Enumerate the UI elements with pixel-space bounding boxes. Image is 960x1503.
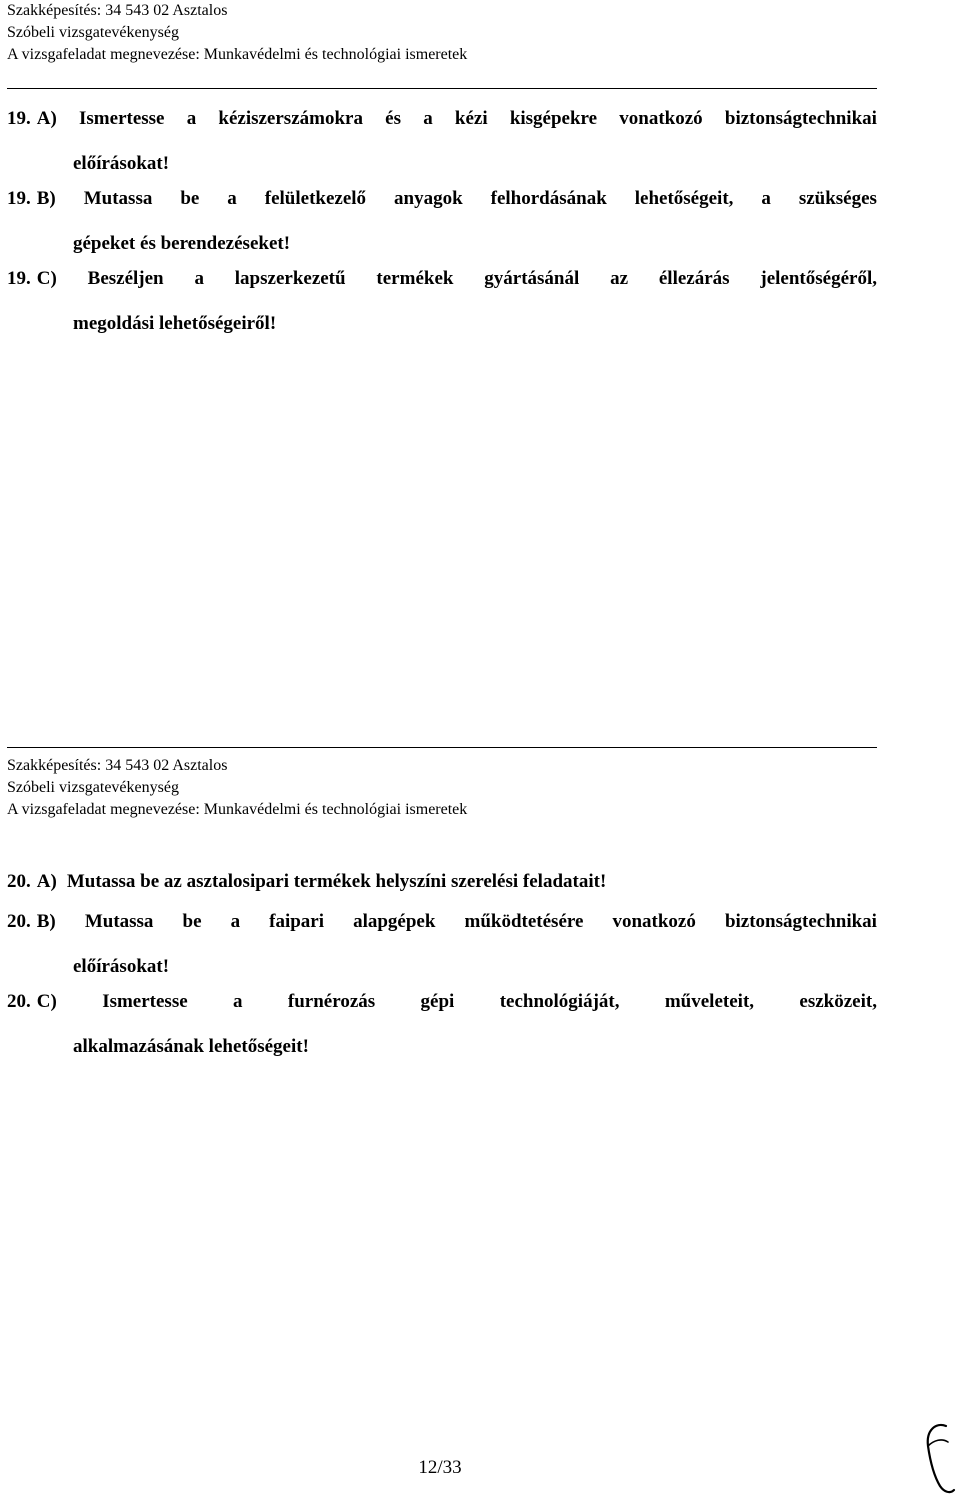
question-word: és	[385, 108, 401, 129]
question-word: kéziszerszámokra	[218, 108, 363, 129]
question-number: 20.	[7, 871, 31, 892]
question-number: 20.	[7, 911, 31, 932]
question-text: Mutassa be az asztalosipari termékek helyszíni szerelési feladatait!	[66, 871, 607, 892]
header-divider	[7, 747, 877, 748]
question-word: gépi	[420, 991, 455, 1012]
question-word: műveleteit,	[664, 991, 755, 1012]
question-word: a	[230, 911, 241, 932]
question-19b-continuation: gépeket és berendezéseket!	[73, 233, 291, 254]
question-word: jelentőségéről,	[760, 268, 877, 289]
question-letter: A)	[36, 871, 57, 892]
question-19c	[7, 268, 877, 290]
question-word: be	[180, 188, 200, 209]
signature-mark	[918, 1420, 958, 1500]
question-word: működtetésére	[464, 911, 584, 932]
question-19a-continuation: előírásokat!	[73, 153, 170, 174]
question-word: Beszéljen	[87, 268, 164, 289]
question-word: Ismertesse	[79, 108, 165, 129]
page-number: 12/33	[418, 1457, 462, 1478]
question-word: lehetőségeit,	[634, 188, 734, 209]
question-number: 19.	[7, 188, 31, 209]
question-word: gyártásánál	[484, 268, 580, 289]
question-word: a	[423, 108, 433, 129]
page-header-2	[7, 755, 467, 821]
question-word: a	[194, 268, 204, 289]
header-task-name: A vizsgafeladat megnevezése: Munkavédelmi és technológiai ismeretek	[7, 46, 468, 63]
question-number: 19.	[7, 108, 31, 129]
question-word: vonatkozó	[619, 108, 703, 129]
question-letter: B)	[36, 188, 56, 209]
question-word: a	[761, 188, 771, 209]
header-task-name: A vizsgafeladat megnevezése: Munkavédelmi és technológiai ismeretek	[7, 801, 468, 818]
question-word: szükséges	[798, 188, 877, 209]
question-letter: B)	[36, 911, 56, 932]
question-word: felhordásának	[490, 188, 607, 209]
question-word: vonatkozó	[612, 911, 696, 932]
question-word: felületkezelő	[264, 188, 367, 209]
question-word: az	[610, 268, 629, 289]
question-word: technológiáját,	[499, 991, 620, 1012]
question-word: biztonságtechnikai	[724, 108, 877, 129]
question-word: a	[186, 108, 197, 129]
question-word: lapszerkezetű	[234, 268, 346, 289]
question-20a	[7, 871, 877, 893]
question-word: Mutassa	[84, 911, 154, 932]
question-word: a	[233, 991, 243, 1012]
question-word: éllezárás	[658, 268, 730, 289]
question-label	[7, 108, 57, 130]
question-number: 19.	[7, 268, 31, 289]
question-label	[7, 188, 56, 210]
question-label	[7, 991, 57, 1013]
question-19b	[7, 188, 877, 210]
question-word: anyagok	[394, 188, 463, 209]
question-label	[7, 268, 57, 290]
question-19c-continuation: megoldási lehetőségeiről!	[73, 313, 277, 334]
question-20c	[7, 991, 877, 1013]
page-header	[7, 0, 467, 66]
question-word: biztonságtechnikai	[724, 911, 877, 932]
question-label	[7, 911, 56, 933]
question-20b-continuation: előírásokat!	[73, 956, 170, 977]
question-word: kézi	[454, 108, 488, 129]
question-word: Ismertesse	[102, 991, 188, 1012]
question-word: alapgépek	[353, 911, 436, 932]
question-word: a	[227, 188, 237, 209]
question-word: be	[182, 911, 202, 932]
header-divider	[7, 88, 877, 89]
question-letter: C)	[36, 268, 57, 289]
question-letter: C)	[36, 991, 57, 1012]
question-word: kisgépekre	[509, 108, 598, 129]
question-letter: A)	[36, 108, 57, 129]
question-20b	[7, 911, 877, 933]
header-qualification: Szakképesítés: 34 543 02 Asztalos	[7, 2, 228, 19]
question-word: termékek	[376, 268, 454, 289]
question-word: eszközeit,	[799, 991, 877, 1012]
header-exam-type: Szóbeli vizsgatevékenység	[7, 24, 179, 41]
question-20c-continuation: alkalmazásának lehetőségeit!	[73, 1036, 309, 1057]
question-number: 20.	[7, 991, 31, 1012]
question-word: Mutassa	[83, 188, 153, 209]
header-qualification: Szakképesítés: 34 543 02 Asztalos	[7, 757, 228, 774]
question-19a	[7, 108, 877, 130]
question-word: furnérozás	[287, 991, 376, 1012]
question-word: faipari	[269, 911, 325, 932]
header-exam-type: Szóbeli vizsgatevékenység	[7, 779, 179, 796]
